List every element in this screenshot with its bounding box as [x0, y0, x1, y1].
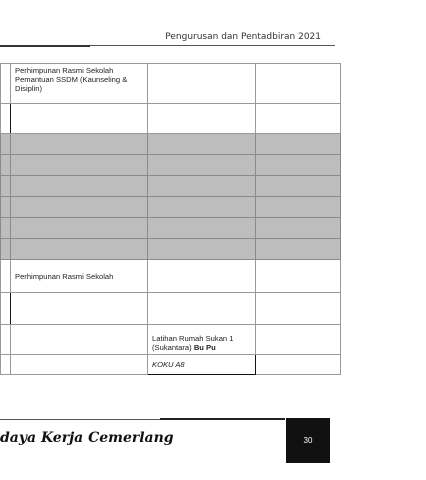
table-cell: [148, 155, 256, 176]
table-row: [1, 325, 341, 355]
table-cell: [11, 325, 148, 355]
table-cell: [148, 64, 256, 104]
table-row: [1, 260, 341, 293]
table-cell: [11, 197, 148, 218]
table-cell: [1, 104, 11, 134]
table-cell: [148, 104, 256, 134]
table-cell: [1, 239, 11, 260]
table-cell: [1, 197, 11, 218]
table-cell: Perhimpunan Rasmi Sekolah: [11, 260, 148, 293]
table-cell: [11, 134, 148, 155]
event-owner: Bu Pu: [193, 343, 216, 352]
table-cell: [1, 176, 11, 197]
table-cell: [256, 155, 341, 176]
table-cell: [11, 293, 148, 325]
table-cell: [148, 176, 256, 197]
table-cell: [11, 355, 148, 375]
page-number: 30: [303, 436, 313, 445]
table-cell: [1, 64, 11, 104]
table-cell: [256, 197, 341, 218]
table-row: [1, 155, 341, 176]
table-row: [1, 218, 341, 239]
table-cell: [1, 260, 11, 293]
table-row: [1, 176, 341, 197]
table-cell: [148, 260, 256, 293]
table-cell: [256, 293, 341, 325]
footer-rule-accent: [160, 418, 285, 420]
table-row: [1, 134, 341, 155]
table-cell: [256, 239, 341, 260]
table-row: [1, 293, 341, 325]
table-cell: [11, 239, 148, 260]
table-cell: [1, 355, 11, 375]
table-cell: KOKU A8: [148, 355, 256, 375]
table-row: [1, 239, 341, 260]
table-cell: [148, 239, 256, 260]
table-cell: [148, 218, 256, 239]
table-cell: [148, 197, 256, 218]
footer-motto: daya Kerja Cemerlang: [0, 430, 174, 446]
schedule-table: [0, 63, 341, 375]
table-cell: [256, 218, 341, 239]
table-cell: [1, 155, 11, 176]
table-cell: Perhimpunan Rasmi Sekolah Pemantuan SSDM (Kaunseling & Disiplin): [11, 64, 148, 104]
table-cell: [1, 325, 11, 355]
table-cell: [1, 293, 11, 325]
table-cell: [256, 104, 341, 134]
page-number-box: [286, 418, 330, 463]
table-cell: [11, 104, 148, 134]
table-cell: [256, 325, 341, 355]
table-cell: [1, 218, 11, 239]
table-cell: [148, 293, 256, 325]
table-row: [1, 355, 341, 375]
table-cell: [148, 325, 256, 355]
event-label: Latihan Rumah Sukan 1 (Sukantara): [152, 334, 234, 352]
table-cell: [148, 134, 256, 155]
table-cell: [256, 176, 341, 197]
table-cell: [256, 355, 341, 375]
table-cell: [11, 155, 148, 176]
table-row: [1, 197, 341, 218]
table-cell: [256, 260, 341, 293]
table-row: [1, 64, 341, 104]
table-cell: [11, 176, 148, 197]
table-cell: [256, 134, 341, 155]
page-header-title: Pengurusan dan Pentadbiran 2021: [165, 32, 321, 42]
table-cell: [11, 218, 148, 239]
table-cell: [256, 64, 341, 104]
table-cell: [1, 134, 11, 155]
header-rule-accent: [0, 45, 90, 47]
table-row: [1, 104, 341, 134]
